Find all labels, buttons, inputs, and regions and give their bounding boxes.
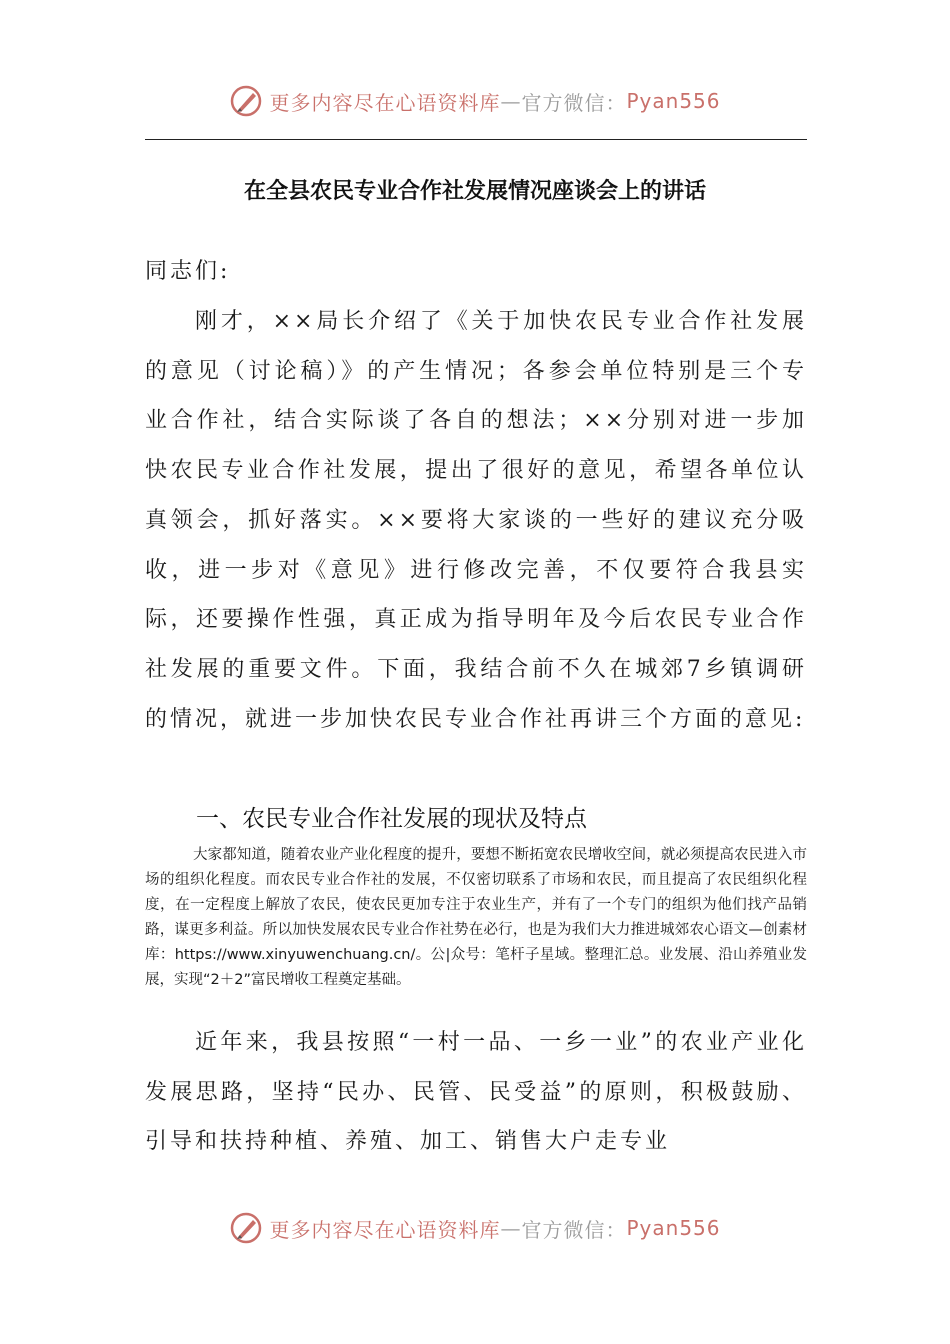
header-wechat-label: 官方微信： — [521, 90, 627, 115]
header-main-text: 更多内容尽在心语资料库 — [269, 90, 501, 115]
footer-main-text: 更多内容尽在心语资料库 — [269, 1217, 501, 1242]
header-banner — [0, 84, 950, 118]
pen-logo-icon — [229, 84, 263, 118]
header-divider — [145, 139, 807, 140]
footer-wechat-label: 官方微信： — [521, 1217, 627, 1242]
paragraph-2: 近年来，我县按照“一村一品、一乡一业”的农业产业化发展思路，坚持“民办、民管、民受益”的原则，积极鼓励、引导和扶持种植、养殖、加工、销售大户走专业 — [145, 1030, 807, 1155]
footer-banner — [0, 1211, 950, 1245]
pen-logo-icon — [229, 1211, 263, 1245]
header-wechat-id: Pyan556 — [626, 89, 721, 113]
header-dash: — — [500, 89, 522, 113]
footer-wechat-id: Pyan556 — [626, 1216, 721, 1240]
section-heading-1: 一、农民专业合作社发展的现状及特点 — [196, 806, 587, 832]
salutation: 同志们: — [145, 259, 231, 284]
footer-dash: — — [500, 1216, 522, 1240]
paragraph-1: 刚才，××局长介绍了《关于加快农民专业合作社发展的意见（讨论稿）》的产生情况；各参会单位特别是三个专业合作社，结合实际谈了各自的想法；××分别对进一步加快农民专业合作社发展，提出了很好的意见，希望各单位认真领会，抓好落实。××要将大家谈的一些好的建议充分吸收，进一步对《意见》进行修改完善，不仅要符合我县实际，还要操作性强，真正成为指导明年及今后农民专业合作社发展的重要文件。下面，我结合前不久在城郊7乡镇调研的情况，就进一步加快农民专业合作社再讲三个方面的意见: — [145, 309, 807, 732]
document-title: 在全县农民专业合作社发展情况座谈会上的讲话 — [243, 179, 706, 204]
small-paragraph: 大家都知道，随着农业产业化程度的提升，要想不断拓宽农民增收空间，就必须提高农民进入市场的组织化程度。而农民专业合作社的发展，不仅密切联系了市场和农民，而且提高了农民组织化程度，在一定程度上解放了农民，使农民更加专注于农业生产，并有了一个专门的组织为他们找产品销路，谋更多利益。所以加快发展农民专业合作社势在必行，也是为我们大力推进城郊农心语文—创素材库：https://www.xinyuwenchuang.cn/。公|众号：笔杆子星域。整理汇总。业发展、沿山养殖业发展，实现“2＋2”富民增收工程奠定基础。 — [145, 847, 807, 988]
